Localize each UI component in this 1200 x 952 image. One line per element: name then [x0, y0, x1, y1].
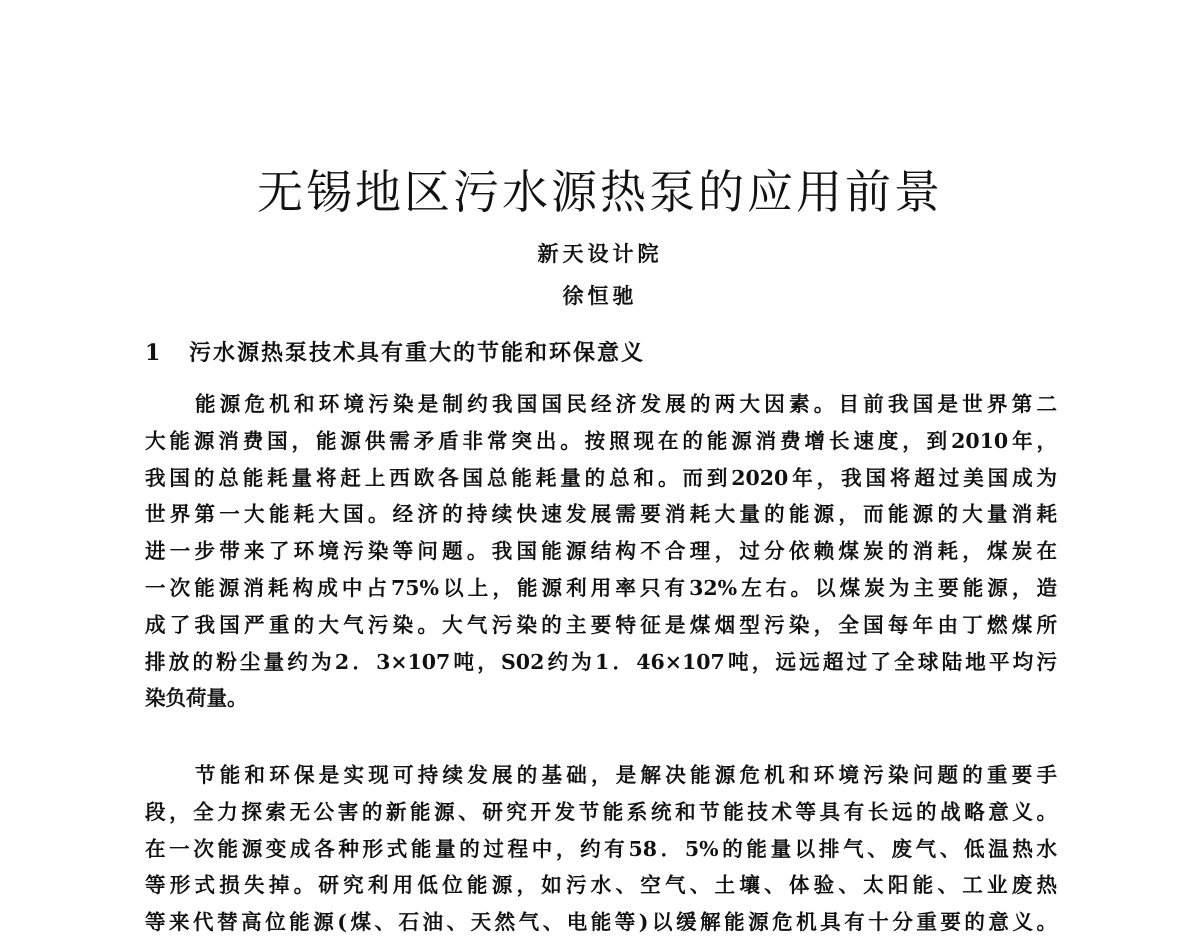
- text-line: 染负荷量。: [145, 686, 248, 711]
- paper-title: 无锡地区污水源热泵的应用前景: [257, 165, 943, 219]
- text-line: 大能源消费国，能源供需矛盾非常突出。按照现在的能源消费增长速度，到2010年，: [145, 428, 1057, 453]
- text-line: 等形式损失掉。研究利用低位能源，如污水、空气、土壤、体验、太阳能、工业废热: [145, 873, 1057, 898]
- section-heading: [145, 338, 645, 368]
- section-title: 污水源热泵技术具有重大的节能和环保意义: [189, 340, 646, 366]
- text-line: 我国的总能耗量将赶上西欧各国总能耗量的总和。而到2020年，我国将超过美国成为: [145, 465, 1057, 490]
- text-line: 成了我国严重的大气污染。大气污染的主要特征是煤烟型污染，全国每年由丁燃煤所: [145, 612, 1057, 637]
- section-number: 1: [145, 340, 163, 366]
- text-line: 节能和环保是实现可持续发展的基础，是解决能源危机和环境污染问题的重要手: [195, 763, 1057, 787]
- text-line: 能源危机和环境污染是制约我国国民经济发展的两大因素。目前我国是世界第二: [195, 392, 1057, 416]
- author-affiliation: 新天设计院: [537, 241, 663, 266]
- text-line: 等来代替高位能源(煤、石油、天然气、电能等)以缓解能源危机具有十分重要的意义。: [145, 910, 1057, 935]
- paragraph-energy-saving: [145, 757, 1057, 941]
- text-line: 排放的粉尘量约为2．3×107吨，S02约为1．46×107吨，远远超过了全球陆地平均污: [145, 649, 1057, 674]
- paragraph-energy-crisis: [145, 386, 1057, 717]
- text-line: 世界第一大能耗大国。经济的持续快速发展需要消耗大量的能源，而能源的大量消耗: [145, 502, 1057, 527]
- author-name: 徐恒驰: [562, 283, 638, 308]
- text-line: 在一次能源变成各种形式能量的过程中，约有58．5%的能量以排气、废气、低温热水: [145, 836, 1057, 861]
- text-line: 段，全力探索无公害的新能源、研究开发节能系统和节能技术等具有长远的战略意义。: [145, 799, 1057, 824]
- text-line: 一次能源消耗构成中占75%以上，能源利用率只有32%左右。以煤炭为主要能源，造: [145, 575, 1057, 600]
- text-line: 进一步带来了环境污染等问题。我国能源结构不合理，过分依赖煤炭的消耗，煤炭在: [145, 539, 1057, 564]
